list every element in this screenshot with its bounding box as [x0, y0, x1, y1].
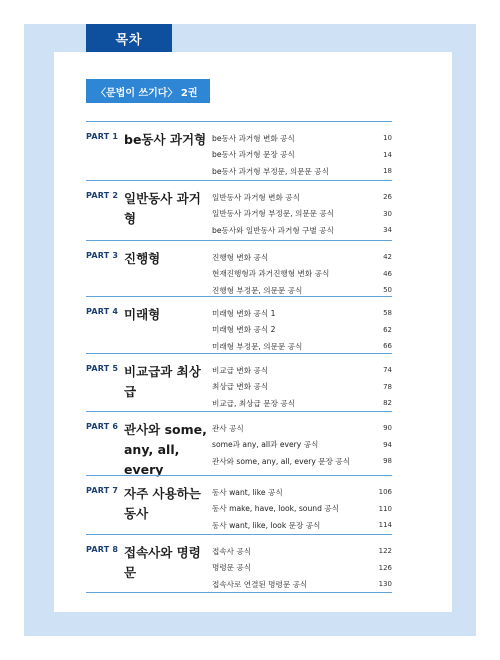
topic-title: 미래형 변화 공식 1: [212, 308, 276, 318]
toc-part-1: [86, 121, 392, 180]
topic-row[interactable]: [212, 484, 392, 501]
topic-page-number: 62: [383, 325, 392, 334]
topic-page-number: 106: [378, 488, 392, 497]
part-label: PART 7: [86, 486, 119, 495]
topic-row[interactable]: [212, 576, 392, 593]
topic-page-number: 66: [383, 342, 392, 351]
part-label: PART 6: [86, 422, 119, 431]
part-label: PART 1: [86, 132, 119, 141]
topic-row[interactable]: [212, 501, 392, 518]
topic-title: 현재진행형과 과거진행형 변화 공식: [212, 269, 330, 279]
part-title: be동사 과거형: [124, 132, 207, 147]
topic-title: 관사 공식: [212, 423, 244, 433]
part-label: PART 3: [86, 251, 119, 260]
part-title: 접속사와 명령문: [124, 545, 201, 580]
topic-title: 동사 want, like, look 문장 공식: [212, 520, 321, 530]
toc-part-8: [86, 534, 392, 592]
topic-page-number: 18: [383, 167, 392, 176]
topic-page-number: 42: [383, 253, 392, 262]
topic-row[interactable]: [212, 189, 392, 206]
toc-parts: [86, 121, 392, 592]
topic-page-number: 46: [383, 269, 392, 278]
topic-title: 동사 want, like 공식: [212, 487, 283, 497]
topic-row[interactable]: [212, 305, 392, 322]
topic-row[interactable]: [212, 379, 392, 396]
topic-title: 진행형 변화 공식: [212, 252, 269, 262]
topic-row[interactable]: [212, 130, 392, 147]
topic-row[interactable]: [212, 437, 392, 454]
part-title: 일반동사 과거형: [124, 191, 201, 226]
topic-row[interactable]: [212, 322, 392, 339]
topic-list: [212, 130, 392, 180]
topic-page-number: 98: [383, 457, 392, 466]
topic-title: 최상급 변화 공식: [212, 382, 269, 392]
topic-title: 미래형 부정문, 의문문 공식: [212, 341, 303, 351]
toc-part-3: [86, 240, 392, 296]
topic-list: [212, 543, 392, 593]
part-title: 진행형: [124, 251, 161, 266]
topic-title: 접속사로 연결된 명령문 공식: [212, 579, 308, 589]
topic-page-number: 14: [383, 150, 392, 159]
topic-row[interactable]: [212, 560, 392, 577]
topic-list: [212, 362, 392, 412]
topic-title: 진행형 부정문, 의문문 공식: [212, 285, 303, 295]
topic-title: be동사 과거형 부정문, 의문문 공식: [212, 166, 329, 176]
page-title: 목차: [86, 24, 172, 52]
topic-row[interactable]: [212, 249, 392, 266]
part-label: PART 8: [86, 545, 119, 554]
topic-page-number: 50: [383, 286, 392, 295]
topic-page-number: 58: [383, 309, 392, 318]
topic-page-number: 10: [383, 134, 392, 143]
toc-part-7: [86, 475, 392, 534]
topic-page-number: 26: [383, 193, 392, 202]
topic-title: 명령문 공식: [212, 563, 252, 573]
topic-row[interactable]: [212, 222, 392, 239]
topic-page-number: 78: [383, 382, 392, 391]
part-label: PART 2: [86, 191, 119, 200]
topic-row[interactable]: [212, 395, 392, 412]
toc-part-2: [86, 180, 392, 240]
topic-title: 동사 make, have, look, sound 공식: [212, 504, 339, 514]
topic-title: 미래형 변화 공식 2: [212, 325, 276, 335]
topic-title: 일반동사 과거형 변화 공식: [212, 192, 300, 202]
topic-page-number: 130: [378, 580, 392, 589]
toc-part-4: [86, 296, 392, 353]
topic-title: be동사 과거형 변화 공식: [212, 133, 295, 143]
toc-part-6: [86, 411, 392, 475]
topic-title: be동사와 일반동사 과거형 구별 공식: [212, 225, 334, 235]
topic-row[interactable]: [212, 266, 392, 283]
book-tag: 〈문법이 쓰기다〉 2권: [86, 79, 210, 103]
topic-row[interactable]: [212, 453, 392, 470]
topic-row[interactable]: [212, 517, 392, 534]
topic-row[interactable]: [212, 163, 392, 180]
part-title: 자주 사용하는 동사: [124, 486, 201, 521]
topic-title: 비교급, 최상급 문장 공식: [212, 398, 296, 408]
topic-list: [212, 249, 392, 299]
topic-list: [212, 484, 392, 534]
topic-title: 관사와 some, any, all, every 문장 공식: [212, 456, 351, 466]
topic-page-number: 122: [378, 547, 392, 556]
topic-title: be동사 과거형 문장 공식: [212, 150, 295, 160]
topic-list: [212, 305, 392, 355]
part-title: 미래형: [124, 307, 161, 322]
part-title: 비교급과 최상급: [124, 364, 201, 399]
part-title: 관사와 some, any, all, every: [124, 422, 207, 477]
topic-page-number: 30: [383, 209, 392, 218]
topic-page-number: 114: [378, 521, 392, 530]
topic-list: [212, 189, 392, 239]
part-label: PART 4: [86, 307, 119, 316]
topic-row[interactable]: [212, 543, 392, 560]
topic-title: 일반동사 과거형 부정문, 의문문 공식: [212, 209, 335, 219]
topic-row[interactable]: [212, 206, 392, 223]
part-label: PART 5: [86, 364, 119, 373]
topic-page-number: 94: [383, 440, 392, 449]
topic-page-number: 82: [383, 399, 392, 408]
topic-row[interactable]: [212, 420, 392, 437]
toc-part-5: [86, 353, 392, 411]
topic-page-number: 34: [383, 226, 392, 235]
topic-page-number: 90: [383, 424, 392, 433]
topic-page-number: 110: [378, 504, 392, 513]
topic-list: [212, 420, 392, 470]
bottom-rule: [86, 592, 392, 593]
topic-page-number: 74: [383, 366, 392, 375]
topic-title: 비교급 변화 공식: [212, 365, 269, 375]
topic-page-number: 126: [378, 563, 392, 572]
topic-title: some과 any, all과 every 공식: [212, 440, 319, 450]
topic-row[interactable]: [212, 147, 392, 164]
topic-title: 접속사 공식: [212, 546, 252, 556]
topic-row[interactable]: [212, 362, 392, 379]
